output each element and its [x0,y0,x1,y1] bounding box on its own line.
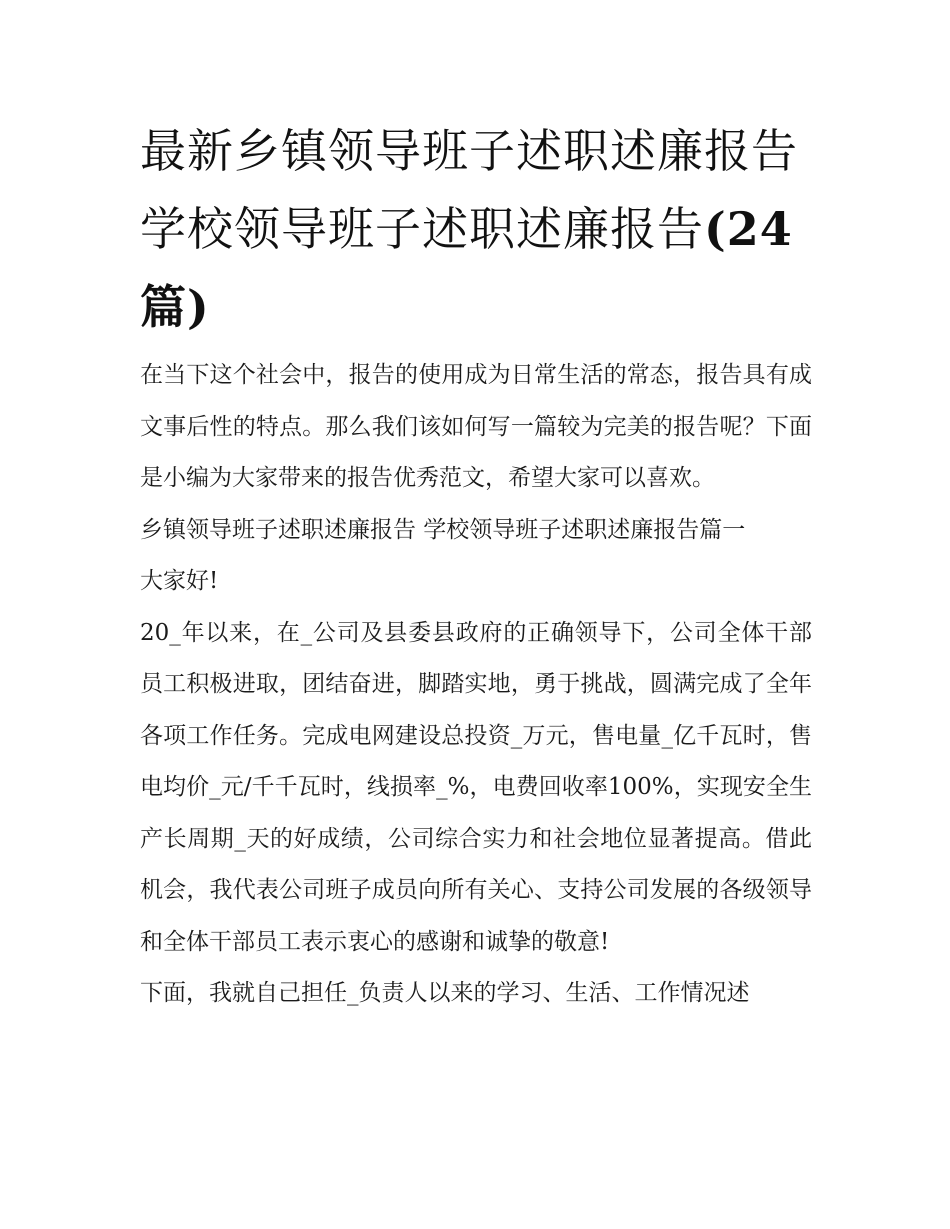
section-heading: 乡镇领导班子述职述廉报告 学校领导班子述职述廉报告篇一 [140,516,746,543]
document-title [140,112,812,346]
greeting-paragraph: 大家好! [140,568,219,594]
document-content [140,112,812,1020]
body-paragraph: 20_年以来，在_公司及县委县政府的正确领导下，公司全体干部员工积极进取，团结奋进，脚踏实地，勇于挑战，圆满完成了全年各项工作任务。完成电网建设总投资_万元，售电量_亿千瓦时，售电均价_元/千千瓦时，线损率_%，电费回收率100%，实现安全生产长周期_天的好成绩，公司综合实力和社会地位显著提高。借此机会，我代表公司班子成员向所有关心、支持公司发展的各级领导和全体干部员工表示衷心的感谢和诚挚的敬意! [140,619,812,955]
document-title-count: (24篇) [140,202,793,334]
document-title-main: 最新乡镇领导班子述职述廉报告 学校领导班子述职述廉报告 [140,124,798,256]
intro-paragraph: 在当下这个社会中，报告的使用成为日常生活的常态，报告具有成文事后性的特点。那么我们该如何写一篇较为完美的报告呢？下面是小编为大家带来的报告优秀范文，希望大家可以喜欢。 [140,362,812,491]
document-body [140,350,812,1020]
body-paragraph-continued: 下面，我就自己担任_负责人以来的学习、生活、工作情况述 [140,980,750,1006]
